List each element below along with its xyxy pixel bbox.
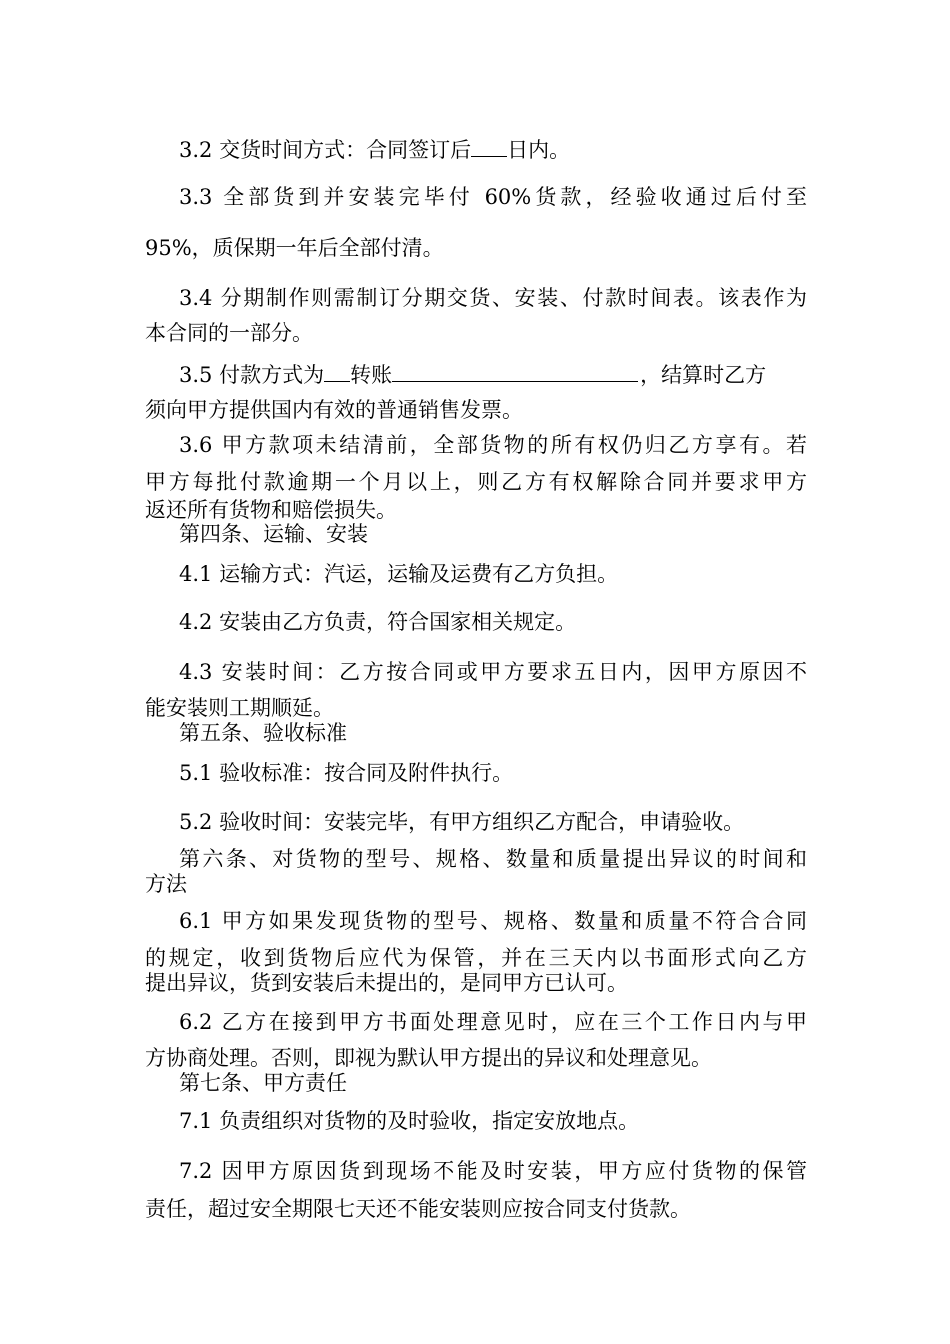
clause-3-6-line2: 甲方每批付款逾期一个月以上，则乙方有权解除合同并要求甲方 (145, 470, 807, 494)
payment-method: 转账 (350, 363, 393, 387)
clause-4-3-line1: 4.3 安装时间：乙方按合同或甲方要求五日内，因甲方原因不 (179, 660, 807, 684)
clause-3-5-suffix: ，结算时乙方 (640, 363, 767, 387)
clause-3-5-prefix: 3.5 付款方式为 (179, 363, 325, 387)
clause-7-1: 7.1 负责组织对货物的及时验收，指定安放地点。 (179, 1109, 640, 1133)
clause-5-2: 5.2 验收时间：安装完毕，有甲方组织乙方配合，申请验收。 (179, 810, 745, 834)
clause-6-1-line2: 的规定，收到货物后应代为保管，并在三天内以书面形式向乙方 (145, 946, 807, 970)
article-7-heading: 第七条、甲方责任 (179, 1071, 347, 1095)
clause-3-2-suffix: 日内。 (507, 138, 571, 162)
clause-6-2-line2: 方协商处理。否则，即视为默认甲方提出的异议和处理意见。 (145, 1046, 712, 1070)
clause-6-1-line1: 6.1 甲方如果发现货物的型号、规格、数量和质量不符合合同 (179, 909, 807, 933)
clause-7-2-line1: 7.2 因甲方原因货到现场不能及时安装，甲方应付货物的保管 (179, 1159, 807, 1183)
clause-4-3-line2: 能安装则工期顺延。 (145, 696, 334, 720)
clause-3-3-line2: 95%，质保期一年后全部付清。 (145, 236, 444, 260)
clause-6-1-line3: 提出异议，货到安装后未提出的，是同甲方已认可。 (145, 971, 628, 995)
clause-3-3-line1: 3.3 全部货到并安装完毕付 60%货款，经验收通过后付至 (179, 185, 807, 209)
clause-3-6-line3: 返还所有货物和赔偿损失。 (145, 498, 397, 522)
document-page (145, 0, 807, 1344)
clause-5-1: 5.1 验收标准：按合同及附件执行。 (179, 761, 514, 785)
clause-7-2-line2: 责任，超过安全期限七天还不能安装则应按合同支付货款。 (145, 1197, 691, 1221)
clause-3-4-line1: 3.4 分期制作则需制订分期交货、安装、付款时间表。该表作为 (179, 286, 807, 310)
article-6-heading-line2: 方法 (145, 872, 187, 896)
clause-3-6-line1: 3.6 甲方款项未结清前，全部货物的所有权仍归乙方享有。若 (179, 433, 807, 457)
delivery-days-blank (471, 134, 507, 157)
article-5-heading: 第五条、验收标准 (179, 721, 347, 745)
clause-3-2 (179, 134, 570, 164)
payment-blank-right (392, 359, 638, 382)
article-4-heading: 第四条、运输、安装 (179, 522, 368, 546)
clause-6-2-line1: 6.2 乙方在接到甲方书面处理意见时，应在三个工作日内与甲 (179, 1010, 807, 1034)
clause-3-5-line2: 须向甲方提供国内有效的普通销售发票。 (145, 398, 523, 422)
article-6-heading-line1: 第六条、对货物的型号、规格、数量和质量提出异议的时间和 (179, 847, 807, 871)
clause-4-1: 4.1 运输方式：汽运，运输及运费有乙方负担。 (179, 562, 619, 586)
clause-3-2-prefix: 3.2 交货时间方式：合同签订后 (179, 138, 472, 162)
clause-4-2: 4.2 安装由乙方负责，符合国家相关规定。 (179, 610, 577, 634)
clause-3-5-line1 (179, 359, 766, 389)
payment-blank-left (324, 359, 350, 382)
clause-3-4-line2: 本合同的一部分。 (145, 321, 313, 345)
